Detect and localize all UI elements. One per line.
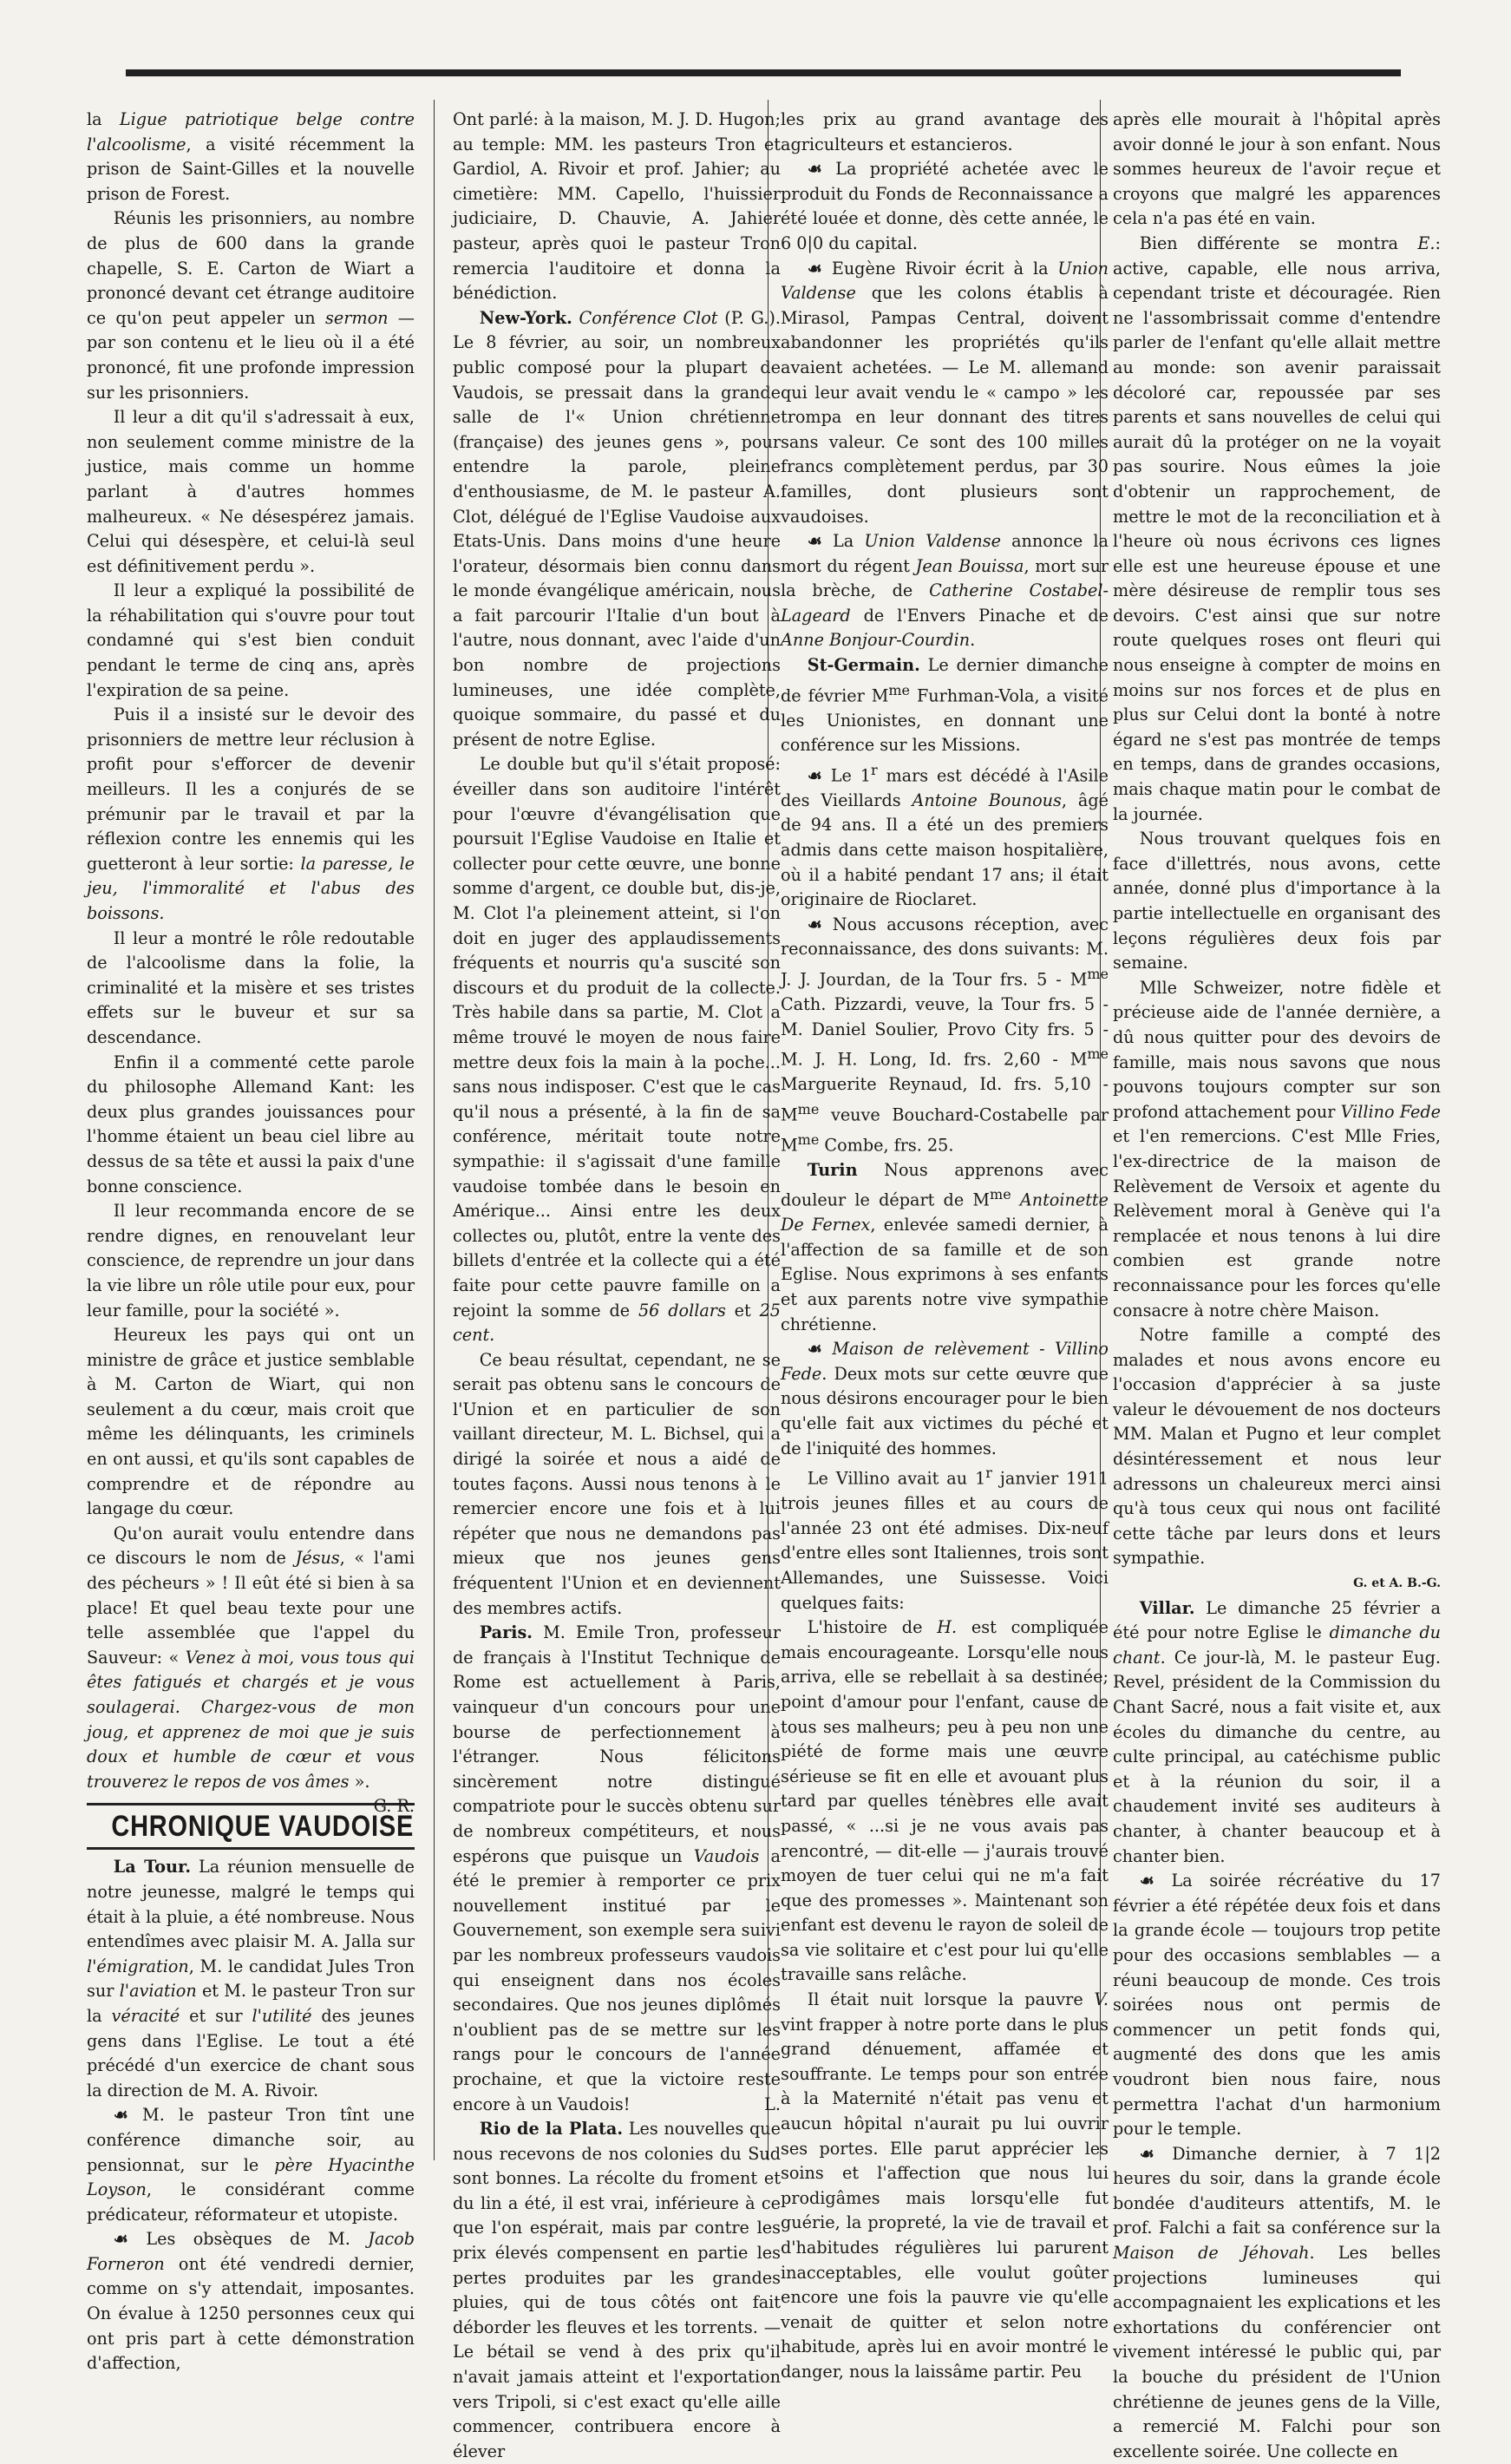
top-rule (126, 69, 1401, 76)
paragraph: ☙ La propriété achetée avec le produit du Fonds de Reconnaissance a été louée et donne, dès cette année, le 6 0|0 du capital. (781, 159, 1109, 253)
paragraph: St-Germain. Le dernier dimanche de février $M^{me}$ Furhman-Vola, a visité les Unionistes, en donnant une conférence sur les Missions. (781, 655, 1109, 756)
paragraph: Il leur recommanda encore de se rendre dignes, en renouvelant leur conscience, de reprendre un jour dans la vie libre un rôle utile pour eux, pour leur famille, pour la société ». (87, 1201, 415, 1320)
paragraph: les prix au grand avantage des agriculteurs et estancieros. (781, 109, 1109, 154)
paragraph: Ce beau résultat, cependant, ne se serait pas obtenu sans le concours de l'Union et en particulier de son vaillant directeur, M. L. Bichsel, qui a dirigé la soirée et nous a aidé de toutes façons. Aussi nous tenons à le remercier encore une fois et à lui répéter que nous ne demandons pas mieux que nos jeunes gens fréquentent l'Union et en deviennent des membres actifs. (453, 1349, 781, 1618)
paragraph: ☙ La soirée récréative du 17 février a été répétée deux fois et dans la grande école — toujours trop petite pour des occasions semblables — a réuni beaucoup de monde. Ces trois soirées nous ont permis de commencer un petit fonds qui, augmenté des dons que les amis voudront bien nous faire, nous permettra l'achat d'un harmonium pour le temple. (1113, 1871, 1441, 2140)
paragraph: Il était nuit lorsque la pauvre V. vint frapper à notre porte dans le plus grand dénuement, affamée et souffrante. Le temps pour son entrée à la Maternité n'était pas venu et aucun hôpital n'aurait pu lui ouvrir ses portes. Elle parut apprécier les soins et l'affection que nous lui prodigâmes mais lorsqu'elle fut guérie, la propreté, la vie de travail et d'habitudes régulières lui parurent inacceptables, elle voulut goûter encore une fois la pauvre vie qu'elle venait de quitter et selon notre habitude, après lui en avoir montré le danger, nous la laissâme partir. Peu (781, 1989, 1109, 2382)
paragraph: Le Villino avait au 1$^r$ janvier 1911 trois jeunes filles et au cours de l'année 23 ont été admises. Dix-neuf d'entre elles sont Italiennes, trois sont Allemandes, une Suissesse. Voici quelques faits: (781, 1465, 1109, 1613)
paragraph: ☙ Maison de relèvement - Villino Fede. Deux mots sur cette œuvre que nous désirons encourager pour le bien qu'elle fait aux victimes du péché et de l'iniquité des hommes. (781, 1339, 1109, 1458)
paragraph: ☙ Nous accusons réception, avec reconnaissance, des dons suivants: M. J. J. Jourdan, de la Tour frs. $5 - M^{me}$ Cath. Pizzardi, veuve, la Tour frs. 5 - M. Daniel Soulier, Provo City frs. 5 - M. J. H. Long, Id. frs. $2,60 - M^{me}$ Marguerite Reynaud, Id. frs. $5,10 - M^{me}$ veuve Bouchard-Costabelle par $M^{me}$ Combe, frs. 25. (781, 914, 1109, 1156)
section-heading-text: CHRONIQUE VAUDOISE (111, 1810, 415, 1844)
paragraph: Mlle Schweizer, notre fidèle et précieuse aide de l'année dernière, a dû nous quitter pour des devoirs de famille, mais nous savons que nous pouvons toujours compter sur son profond attachement pour Villino Fede et l'en remercions. C'est Mlle Fries, l'ex-directrice de la maison de Relèvement de Versoix et agente du Relèvement moral à Genève qui l'a remplacée et nous tenons à lui dire combien est grande notre reconnaissance pour les forces qu'elle consacre à notre chère Maison. (1113, 977, 1441, 1320)
paragraph: après elle mourait à l'hôpital après avoir donné le jour à son enfant. Nous sommes heureux de l'avoir reçue et croyons que malgré les apparences cela n'a pas été en vain. (1113, 109, 1441, 229)
column-2 (453, 108, 781, 2461)
paragraph: Puis il a insisté sur le devoir des prisonniers de mettre leur réclusion à profit pour s'efforcer de devenir meilleurs. Il les a conjurés de se prémunir par le travail et par la réflexion contre les ennemis qui les guetteront à leur sortie: la paresse, le jeu, l'immoralité et l'abus des boissons. (87, 704, 415, 923)
paragraph: Il leur a dit qu'il s'adressait à eux, non seulement comme ministre de la justice, mais comme un homme parlant à d'autres hommes malheureux. « Ne désespérez jamais. Celui qui désespère, et celui-là seul est définitivement perdu ». (87, 407, 415, 576)
column-3 (781, 108, 1109, 2382)
paragraph: Nous trouvant quelques fois en face d'illettrés, nous avons, cette année, donné plus d'importance à la partie intellectuelle en organisant des leçons régulières deux fois par semaine. (1113, 829, 1441, 973)
paragraph: ☙ Le 1$^r$ mars est décédé à l'Asile des Vieillards Antoine Bounous, âgé de 94 ans. Il a été un des premiers admis dans cette maison hospitalière, où il a habité pendant 17 ans; il était originaire de Rioclaret. (781, 761, 1109, 910)
column-divider (434, 100, 435, 2160)
paragraph: L'histoire de H. est compliquée mais encourageante. Lorsqu'elle nous arriva, elle se rebellait à sa destinée; point d'amour pour l'enfant, cause de tous ses malheurs; peu à peu non une piété de forme mais une œuvre sérieuse se fit en elle et avouant plus tard par quelles ténèbres elle avait passé, « ...si je ne vous avais pas rencontré, — dit-elle — j'aurais trouvé moyen de tuer celui qui ne m'a fait que des promesses ». Maintenant son enfant est devenu le rayon de soleil de sa vie solitaire et c'est pour lui qu'elle travaille sans relâche. (781, 1617, 1109, 1985)
paragraph: La Tour. La réunion mensuelle de notre jeunesse, malgré le temps qui était à la pluie, a été nombreuse. Nous entendîmes avec plaisir M. A. Jalla sur l'émigration, M. le candidat Jules Tron sur l'aviation et M. le pasteur Tron sur la véracité et sur l'utilité des jeunes gens dans l'Eglise. Le tout a été précédé d'un exercice de chant sous la direction de M. A. Rivoir. (87, 1857, 415, 2100)
paragraph: Paris. M. Emile Tron, professeur de français à l'Institut Technique de Rome est actuellement à Paris, vainqueur d'un concours pour une bourse de perfectionnement à l'étranger. Nous félicitons sincèrement notre distingué compatriote pour le succès obtenu sur de nombreux compétiteurs, et nous espérons que puisque un Vaudois a été le premier à remporter ce prix nouvellement institué par le Gouvernement, son exemple sera suivi par les nombreux professeurs vaudois qui enseignent dans nos écoles secondaires. Que nos jeunes diplômés n'oublient pas de se mettre sur les rangs pour le concours de l'année prochaine, et que la victoire reste encore à un Vaudois! L. (453, 1622, 781, 2114)
paragraph: Il leur a montré le rôle redoutable de l'alcoolisme dans la folie, la criminalité et la misère et ses tristes effets sur le buveur et sur sa descendance. (87, 927, 415, 1047)
paragraph: la Ligue patriotique belge contre l'alcoolisme, a visité récemment la prison de Saint-Gilles et la nouvelle prison de Forest. (87, 109, 415, 204)
paragraph: Turin Nous apprenons avec douleur le départ de $M^{me}$ Antoinette De Fernex, enlevée samedi dernier, à l'affection de sa famille et de son Eglise. Nous exprimons à ses enfants et aux parents notre vive sympathie chrétienne. (781, 1159, 1109, 1334)
paragraph: Villar. Le dimanche 25 février a été pour notre Eglise le dimanche du chant. Ce jour-là, M. le pasteur Eug. Revel, président de la Commission du Chant Sacré, nous a fait visite et, aux écoles du dimanche du centre, au culte principal, au catéchisme public et à la réunion du soir, il a chaudement invité ses auditeurs à chanter, à chanter beaucoup et à chanter bien. (1113, 1597, 1442, 1866)
paragraph: New-York. Conférence Clot (P. G.). Le 8 février, au soir, un nombreux public composé pour la plupart de Vaudois, se pressait dans la grande salle de l'« Union chrétienne (française) des jeunes gens », pour entendre la parole, pleine d'enthousiasme, de M. le pasteur A. Clot, délégué de l'Eglise Vaudoise aux Etats-Unis. Dans moins d'une heure l'orateur, désormais bien connu dans le monde évangélique américain, nous a fait parcourir l'Italie d'un bout à l'autre, nous donnant, avec l'aide d'un bon nombre de projections lumineuses, une idée complète, quoique sommaire, du passé et du présent de notre Eglise. (453, 307, 781, 750)
column-1 (87, 108, 415, 2374)
heading-rule (87, 1847, 415, 1850)
paragraph: ☙ Dimanche dernier, à 7 1|2 heures du soir, dans la grande école bondée d'auditeurs attentifs, M. le prof. Falchi a fait sa conférence sur la Maison de Jéhovah. Les belles projections lumineuses qui accompagnaient les explications et les exhortations du conférencier ont vivement intéressé le public qui, par la bouche du président de l'Union chrétienne de jeunes gens de la Ville, a remercié M. Falchi pour son excellente soirée. Une collecte en (1113, 2143, 1441, 2461)
paragraph: Enfin il a commenté cette parole du philosophe Allemand Kant: les deux plus grandes jouissances pour l'homme étaient un beau ciel libre au dessus de sa tête et aussi la paix d'une bonne conscience. (87, 1052, 415, 1196)
paragraph: Réunis les prisonniers, au nombre de plus de 600 dans la grande chapelle, S. E. Carton de Wiart a prononcé devant cet étrange auditoire ce qu'on peut appeler un sermon — par son contenu et le lieu où il a été prononcé, fit une profonde impression sur les prisonniers. (87, 208, 415, 403)
paragraph: Notre famille a compté des malades et nous avons encore eu l'occasion d'apprécier à sa juste valeur le dévouement de nos docteurs MM. Malan et Pugno et leur complet désintéressement et nous leur adressons un chaleureux merci ainsi qu'à tous ceux qui nous ont facilité cette tâche par leurs dons et leurs sympathie. (1113, 1325, 1441, 1569)
paragraph: ☙ M. le pasteur Tron tînt une conférence dimanche soir, au pensionnat, sur le père Hyacinthe Loyson, le considérant comme prédicateur, réformateur et utopiste. (87, 2105, 415, 2225)
paragraph: Heureux les pays qui ont un ministre de grâce et justice semblable à M. Carton de Wiart, qui non seulement a du cœur, mais croit que même les délinquants, les criminels en ont aussi, et qu'ils sont capables de comprendre et de répondre au langage du cœur. (87, 1325, 415, 1519)
paragraph: Le double but qu'il s'était proposé: éveiller dans son auditoire l'intérêt pour l'œuvre d'évangélisation que poursuit l'Eglise Vaudoise en Italie et collecter pour cette œuvre, une bonne somme d'argent, ce double but, dis-je, M. Clot l'a pleinement atteint, si l'on doit en juger des applaudissements fréquents et nourris qu'a suscité son discours et du produit de la collecte. Très habile dans sa partie, M. Clot a même trouvé le moyen de nous faire mettre deux fois la main à la poche... sans nous indisposer. C'est que le cas qu'il nous a présenté, à la fin de sa conférence, méritait toute notre sympathie: il s'agissait d'une famille vaudoise tombée dans le besoin en Amérique... Ainsi entre les deux collectes ou, plutôt, entre la vente des billets d'entrée et la collecte qui a été faite pour cette pauvre famille on a rejoint la somme de 56 dollars et 25 cent. (453, 754, 781, 1346)
paragraph: ☙ La Union Valdense annonce la mort du régent Jean Bouissa, mort sur la brèche, de Catherine Costabel-Lageard de l'Envers Pinache et de Anne Bonjour-Courdin. (781, 531, 1109, 651)
paragraph: Il leur a expliqué la possibilité de la réhabilitation qui s'ouvre pour tout condamné qui s'est bien conduit pendant le terme de cinq ans, après l'expiration de sa peine. (87, 580, 415, 700)
section-heading (87, 1803, 415, 1850)
paragraph: Bien différente se montra E.: active, capable, elle nous arriva, cependant triste et découragée. Rien ne l'assombrissait comme d'entendre parler de l'enfant qu'elle allait mettre au monde: son avenir paraissait décoloré car, repoussée par ses parents et sans nouvelles de celui qui aurait dû la protéger on ne la voyait pas sourire. Nous eûmes la joie d'obtenir un rapprochement, de mettre le mot de la reconciliation et à l'heure où nous écrivons ces lignes elle est une heureuse épouse et une mère désireuse de remplir tous ses devoirs. C'est ainsi que sur notre route quelques roses ont fleuri qui nous enseigne à compter de moins en moins sur nos forces et de plus en plus sur Celui dont la bonté à notre égard ne s'est pas montrée de temps en temps, dans de grandes occasions, mais chaque matin pour le combat de la journée. (1113, 233, 1441, 824)
paragraph: Ont parlé: à la maison, M. J. D. Hugon; au temple: MM. les pasteurs Tron et Gardiol, A. Rivoir et prof. Jahier; au cimetière: MM. Capello, l'huissier judiciaire, D. Chauvie, A. Jahier pasteur, après quoi le pasteur Tron remercia l'auditoire et donna la bénédiction. (453, 109, 781, 304)
paragraph: Rio de la Plata. Les nouvelles que nous recevons de nos colonies du Sud sont bonnes. La récolte du froment et du lin a été, il est vrai, inférieure à ce que l'on espérait, mais par contre les prix élevés compensent en partie les pertes produites par les grandes pluies, qui de tous côtés ont fait déborder les fleuves et les torrents. — Le bétail se vend à des prix qu'il n'avait jamais atteint et l'exportation vers Tripoli, si c'est exact qu'elle aille commencer, contribuera encore à élever (453, 2119, 781, 2461)
column-4 (1113, 108, 1442, 2461)
paragraph: ☙ Eugène Rivoir écrit à la Union Valdense que les colons établis à Mirasol, Pampas Central, doivent abandonner les propriétés qu'ils avaient achetées. — Le M. allemand qui leur avait vendu le « campo » les trompa en leur donnant des titres sans valeur. Ce sont des 100 milles francs complètement perdus, par 30 familles, dont plusieurs sont vaudoises. (781, 258, 1109, 527)
paragraph: ☙ Les obsèques de M. Jacob Forneron ont été vendredi dernier, comme on s'y attendait, imposantes. On évalue à 1250 personnes ceux qui ont pris part à cette démonstration d'affection, (87, 2229, 415, 2374)
paragraph: G. et A. B.-G. (1353, 1576, 1441, 1591)
paragraph: Qu'on aurait voulu entendre dans ce discours le nom de Jésus, « l'ami des pécheurs » ! Il eût été si bien à sa place! Et quel beau texte pour une telle assemblée que l'appel du Sauveur: « Venez à moi, vous tous qui êtes fatigués et chargés et je vous soulagerai. Chargez-vous de mon joug, et apprenez de moi que je suis doux et humble de cœur et vous trouverez le repos de vos âmes ». G. R. (87, 1523, 415, 1817)
